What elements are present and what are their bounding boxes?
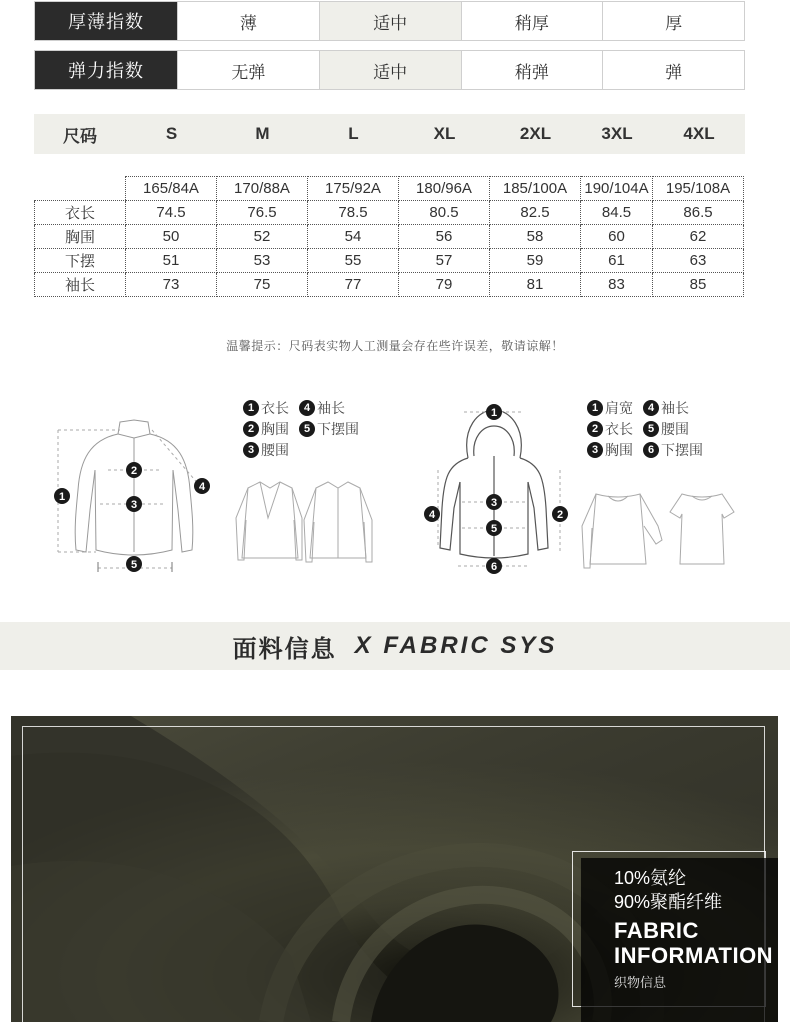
table-cell: 77 <box>308 273 399 297</box>
table-cell: 84.5 <box>581 201 653 225</box>
size-header-l: L <box>348 124 359 143</box>
legend-label: 下摆围 <box>661 442 703 458</box>
table-row <box>35 249 744 273</box>
table-cell: 55 <box>308 249 399 273</box>
size-header-m: M <box>255 124 270 143</box>
table-cell: 58 <box>490 225 581 249</box>
table-row-header: 下摆 <box>35 249 126 273</box>
table-cell: 76.5 <box>217 201 308 225</box>
table-cell: 63 <box>653 249 744 273</box>
elasticity-option-slight: 稍弹 <box>461 51 603 89</box>
table-cell: 52 <box>217 225 308 249</box>
legend-number-icon: 4 <box>299 400 315 416</box>
table-cell: 54 <box>308 225 399 249</box>
thickness-option-slightly-thick: 稍厚 <box>461 2 603 40</box>
table-row-header: 袖长 <box>35 273 126 297</box>
measurement-tip: 温馨提示：尺码表实物人工测量会存在些许误差，敬请谅解！ <box>226 339 564 353</box>
hoodie-marker-2: 2 <box>556 509 564 521</box>
legend-label: 胸围 <box>261 421 289 437</box>
hoodie-marker-6: 6 <box>490 561 498 573</box>
table-cell: 51 <box>126 249 217 273</box>
table-cell: 53 <box>217 249 308 273</box>
table-cell: 74.5 <box>126 201 217 225</box>
table-cell: 75 <box>217 273 308 297</box>
table-cell: 73 <box>126 273 217 297</box>
legend-number-icon: 3 <box>243 442 259 458</box>
fabric-photo <box>11 716 778 1022</box>
thickness-label: 厚薄指数 <box>35 2 177 40</box>
table-spec-cell: 180/96A <box>399 177 490 201</box>
table-row <box>35 225 744 249</box>
size-header-3xl: 3XL <box>601 124 633 143</box>
legend-label: 衣长 <box>261 400 289 416</box>
legend-number-icon: 3 <box>587 442 603 458</box>
elasticity-option-medium: 适中 <box>319 51 461 89</box>
table-corner-cell <box>35 177 126 201</box>
thickness-option-thick: 厚 <box>602 2 744 40</box>
legend-number-icon: 2 <box>243 421 259 437</box>
sweater-tshirt-sketch <box>578 486 742 570</box>
table-cell: 83 <box>581 273 653 297</box>
legend-item <box>587 440 633 460</box>
table-row <box>35 273 744 297</box>
thickness-index-row <box>34 1 745 41</box>
legend-number-icon: 5 <box>299 421 315 437</box>
table-spec-cell: 165/84A <box>126 177 217 201</box>
composition-spandex: 10%氨纶 <box>614 868 687 888</box>
table-cell: 50 <box>126 225 217 249</box>
hoodie-marker-1: 1 <box>490 407 498 419</box>
size-header-2xl: 2XL <box>519 124 552 143</box>
legend-item <box>643 419 689 439</box>
legend-right <box>587 398 727 462</box>
composition-polyester: 90%聚酯纤维 <box>614 892 723 912</box>
size-measurement-table <box>34 176 744 297</box>
blazer-shirt-sketch <box>232 478 382 566</box>
fabric-info-subtitle: 织物信息 <box>614 975 667 990</box>
legend-item <box>243 440 289 460</box>
hoodie-marker-5: 5 <box>490 523 498 535</box>
legend-number-icon: 4 <box>643 400 659 416</box>
size-header-label: 尺码 <box>63 126 97 146</box>
legend-label: 腰围 <box>261 442 289 458</box>
table-cell: 57 <box>399 249 490 273</box>
jacket-measurement-diagram <box>50 400 220 580</box>
table-cell: 80.5 <box>399 201 490 225</box>
jacket-marker-1: 1 <box>58 491 66 503</box>
table-spec-cell: 175/92A <box>308 177 399 201</box>
size-header-4xl: 4XL <box>683 124 715 143</box>
fabric-banner-title: 面料信息 <box>232 635 337 663</box>
legend-number-icon: 1 <box>587 400 603 416</box>
table-spec-cell: 185/100A <box>490 177 581 201</box>
table-cell: 60 <box>581 225 653 249</box>
table-cell: 56 <box>399 225 490 249</box>
size-header-xl: XL <box>433 124 456 143</box>
legend-label: 袖长 <box>317 400 345 416</box>
elasticity-label: 弹力指数 <box>35 51 177 89</box>
table-cell: 79 <box>399 273 490 297</box>
table-spec-cell: 170/88A <box>217 177 308 201</box>
fabric-info-title-2: INFORMATION <box>614 943 774 968</box>
legend-item <box>299 398 345 418</box>
table-row <box>35 201 744 225</box>
legend-label: 腰围 <box>661 421 689 437</box>
size-header-s: S <box>165 124 178 143</box>
elasticity-option-none: 无弹 <box>177 51 319 89</box>
legend-label: 肩宽 <box>605 400 633 416</box>
legend-number-icon: 5 <box>643 421 659 437</box>
legend-label: 衣长 <box>605 421 633 437</box>
legend-label: 胸围 <box>605 442 633 458</box>
elasticity-option-stretch: 弹 <box>602 51 744 89</box>
table-cell: 61 <box>581 249 653 273</box>
fabric-composition-panel <box>614 866 773 991</box>
legend-item <box>587 398 633 418</box>
table-cell: 82.5 <box>490 201 581 225</box>
fabric-info-title-1: FABRIC <box>614 918 699 943</box>
table-spec-cell: 195/108A <box>653 177 744 201</box>
hoodie-measurement-diagram <box>418 398 578 578</box>
thickness-option-thin: 薄 <box>177 2 319 40</box>
legend-number-icon: 2 <box>587 421 603 437</box>
thickness-option-medium: 适中 <box>319 2 461 40</box>
table-cell: 78.5 <box>308 201 399 225</box>
jacket-marker-3: 3 <box>130 499 138 511</box>
legend-number-icon: 1 <box>243 400 259 416</box>
table-cell: 62 <box>653 225 744 249</box>
legend-item <box>243 419 289 439</box>
table-cell: 86.5 <box>653 201 744 225</box>
fabric-info-banner <box>0 622 790 670</box>
legend-item <box>299 419 359 439</box>
legend-number-icon: 6 <box>643 442 659 458</box>
table-row-specs <box>35 177 744 201</box>
table-cell: 59 <box>490 249 581 273</box>
table-cell: 81 <box>490 273 581 297</box>
table-spec-cell: 190/104A <box>581 177 653 201</box>
fabric-banner-subtitle: X FABRIC SYS <box>354 632 558 659</box>
legend-item <box>643 398 689 418</box>
table-cell: 85 <box>653 273 744 297</box>
legend-label: 袖长 <box>661 400 689 416</box>
jacket-marker-4: 4 <box>198 481 206 493</box>
legend-item <box>643 440 703 460</box>
jacket-marker-5: 5 <box>130 559 138 571</box>
hoodie-marker-4: 4 <box>428 509 436 521</box>
table-row-header: 衣长 <box>35 201 126 225</box>
hoodie-marker-3: 3 <box>490 497 498 509</box>
elasticity-index-row <box>34 50 745 90</box>
legend-item <box>243 398 289 418</box>
legend-item <box>587 419 633 439</box>
legend-label: 下摆围 <box>317 421 359 437</box>
table-row-header: 胸围 <box>35 225 126 249</box>
size-header-band <box>34 114 745 154</box>
legend-left <box>243 398 383 462</box>
jacket-marker-2: 2 <box>130 465 138 477</box>
